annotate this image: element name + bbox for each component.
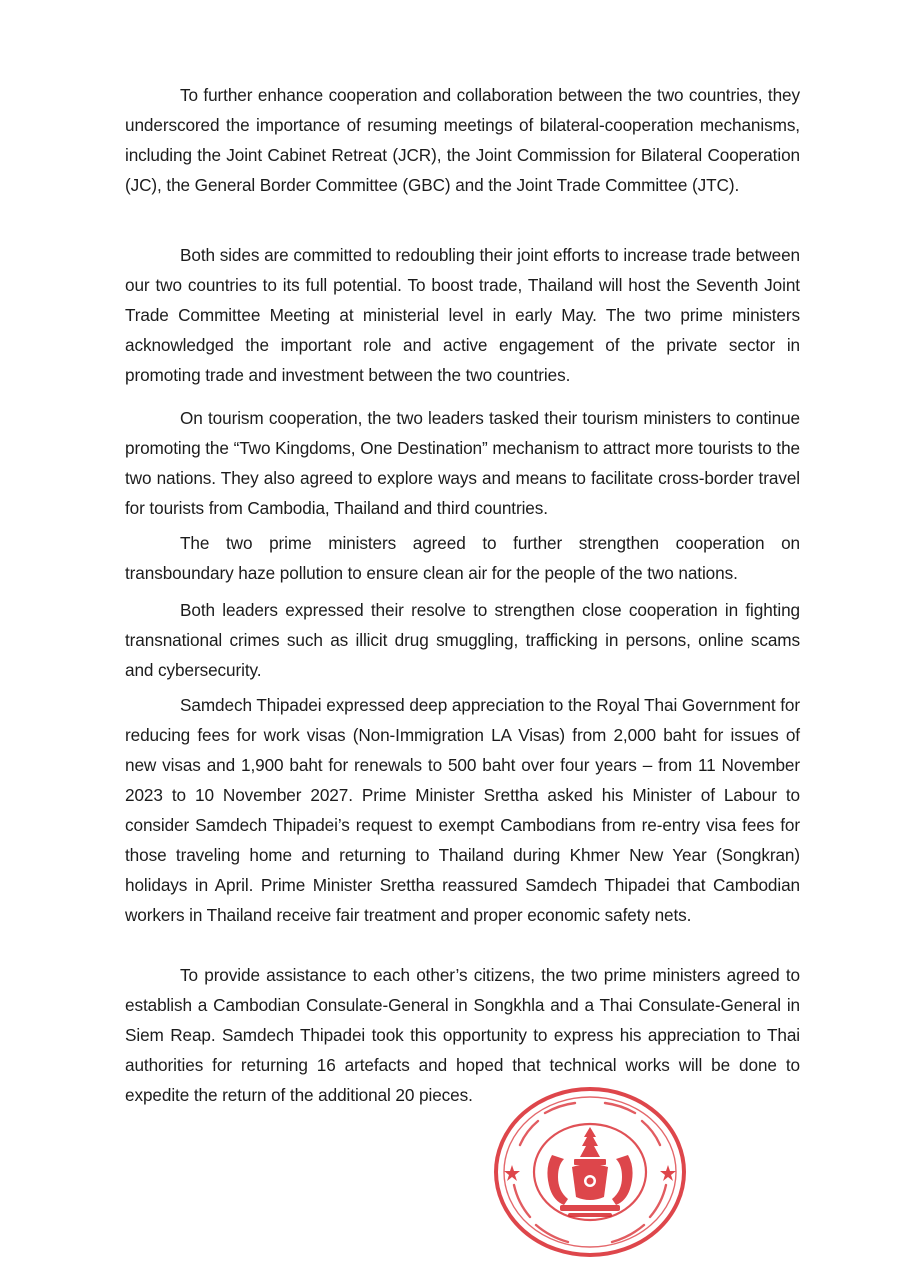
paragraph-transnational-crimes: Both leaders expressed their resolve to strengthen close cooperation in fighting transnational crimes such as illicit drug smuggling, trafficking in persons, online scams and cybersecurity. [125,600,800,680]
official-seal-icon [490,1085,690,1260]
paragraph-work-visas: Samdech Thipadei expressed deep appreciation to the Royal Thai Government for reducing fees for work visas (Non-Immigration LA Visas) from 2,000 baht for issues of new visas and 1,900 baht for renewals to 500 baht over four years – from 11 November 2023 to 10 November 2027. Prime Minister Srettha asked his Minister of Labour to consider Samdech Thipadei’s request to exempt Cambodians from re-entry visa fees for those traveling home and returning to Thailand during Khmer New Year (Songkran) holidays in April. Prime Minister Srettha reassured Samdech Thipadei that Cambodian workers in Thailand receive fair treatment and proper economic safety nets. [125,695,800,925]
paragraph-haze-pollution: The two prime ministers agreed to further strengthen cooperation on transboundary haze pollution to ensure clean air for the people of the two nations. [125,533,800,583]
paragraph-cooperation-mechanisms: To further enhance cooperation and collaboration between the two countries, they underscored the importance of resuming meetings of bilateral-cooperation mechanisms, including the Joint Cabinet Retreat (JCR), the Joint Commission for Bilateral Cooperation (JC), the General Border Committee (GBC) and the Joint Trade Committee (JTC). [125,85,800,195]
paragraph-tourism: On tourism cooperation, the two leaders tasked their tourism ministers to continue promoting the “Two Kingdoms, One Destination” mechanism to attract more tourists to the two nations. They also agreed to explore ways and means to facilitate cross-border travel for tourists from Cambodia, Thailand and third countries. [125,408,800,518]
paragraph-trade: Both sides are committed to redoubling their joint efforts to increase trade between our two countries to its full potential. To boost trade, Thailand will host the Seventh Joint Trade Committee Meeting at ministerial level in early May. The two prime ministers acknowledged the important role and active engagement of the private sector in promoting trade and investment between the two countries. [125,245,800,385]
paragraph-consulates: To provide assistance to each other’s citizens, the two prime ministers agreed to establish a Cambodian Consulate-General in Songkhla and a Thai Consulate-General in Siem Reap. Samdech Thipadei took this opportunity to express his appreciation to Thai authorities for returning 16 artefacts and hoped that technical works will be done to expedite the return of the additional 20 pieces. [125,965,800,1105]
